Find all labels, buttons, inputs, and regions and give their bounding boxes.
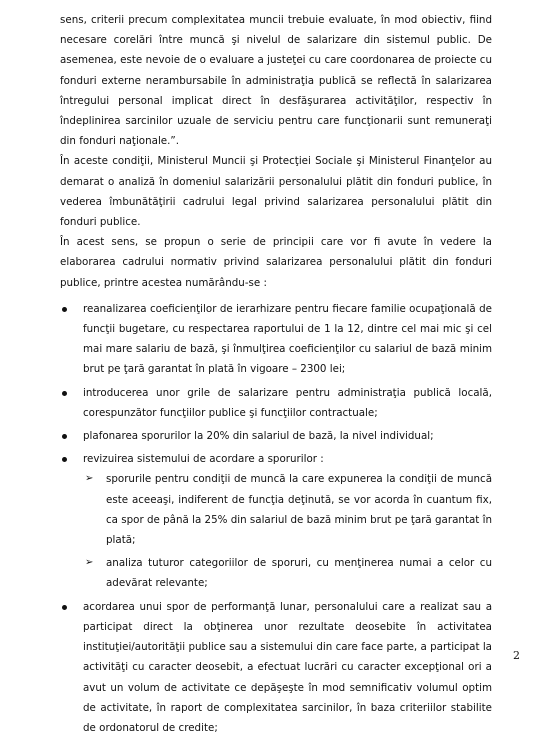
sub-list-item xyxy=(83,553,492,593)
sub-list-item-text: sporurile pentru condiţii de muncă la care expunerea la condiţii de muncă este aceeaşi, indiferent de funcţia deţinută, se vor acorda în cuantum fix, ca spor de până la 25% din salariul de bază minim brut pe ţară garantat în plată; xyxy=(106,473,492,547)
bullet-dot-icon xyxy=(62,307,67,312)
list-item-text: introducerea unor grile de salarizare pentru administraţia publică locală, corespunzător funcţiilor publice şi funcţiilor contractuale; xyxy=(83,386,492,419)
list-item-text: plafonarea sporurilor la 20% din salariul de bază, la nivel individual; xyxy=(83,430,434,443)
paragraph-principles-intro: În acest sens, se propun o serie de principii care vor fi avute în vedere la elaborarea cadrului normativ privind salarizarea personalului plătit din fonduri publice, printre acestea numărându-se : xyxy=(60,236,492,289)
bullet-dot-icon xyxy=(62,457,67,462)
sub-list-item-text: analiza tuturor categoriilor de sporuri, cu menţinerea numai a celor cu adevărat relevante; xyxy=(106,557,492,590)
paragraph-continuation: sens, criterii precum complexitatea muncii trebuie evaluate, în mod obiectiv, fiind necesare corelări între muncă şi nivelul de salarizare din sistemul public. De asemenea, este nevoie de o evaluare a justeţei cu care coordonarea de proiecte cu fonduri externe nerambursabile în administraţia publică se reflectă în salarizarea întregului personal implicat direct în desfăşurarea activităţilor, respectiv în îndeplinirea sarcinilor uzuale de serviciu pentru care funcţionarii sunt remuneraţi din fonduri naţionale.”. xyxy=(60,14,492,148)
document-body xyxy=(60,10,492,741)
bullet-dot-icon xyxy=(62,434,67,439)
bullet-dot-icon xyxy=(62,605,67,610)
sub-list xyxy=(83,469,492,593)
paragraph-analysis: În aceste condiţii, Ministerul Muncii şi Protecţiei Sociale şi Ministerul Finanţelor au demarat o analiză în domeniul salarizării personalului plătit din fonduri publice, în vederea îmbunătăţirii cadrului legal privind salarizarea personalului plătit din fonduri publice. xyxy=(60,155,492,229)
arrow-bullet-icon: ➢ xyxy=(85,557,94,569)
arrow-bullet-icon: ➢ xyxy=(85,473,94,485)
sub-list-item xyxy=(83,469,492,550)
list-item xyxy=(60,597,492,738)
list-item xyxy=(60,426,492,446)
list-item xyxy=(60,299,492,380)
list-item-text: reanalizarea coeficienţilor de ierarhizare pentru fiecare familie ocupaţională de funcţii bugetare, cu respectarea raportului de 1 la 12, dintre cel mai mic şi cel mai mare salariu de bază, şi înmulţirea coeficienţilor cu salariul de bază minim brut pe ţară garantat în plată în vigoare – 2300 lei; xyxy=(83,302,492,376)
list-item xyxy=(60,449,492,593)
list-item xyxy=(60,383,492,423)
page-number: 2 xyxy=(513,649,520,662)
list-item-text: acordarea unui spor de performanţă lunar, personalului care a realizat sau a participat direct la obţinerea unor rezultate deosebite în activitatea instituţiei/autorităţii publice sau a sistemului din care face parte, a participat la activităţi cu caracter deosebit, a efectuat lucrări cu caracter excepţional ori a avut un volum de activitate ce depăşeşte în mod semnificativ volumul optim de activitate, în raport de complexitatea sarcinilor, în baza criteriilor stabilite de ordonatorul de credite; xyxy=(83,600,492,734)
bullet-dot-icon xyxy=(62,391,67,396)
principles-list xyxy=(60,299,492,738)
list-item-text: revizuirea sistemului de acordare a sporurilor : xyxy=(83,453,324,466)
